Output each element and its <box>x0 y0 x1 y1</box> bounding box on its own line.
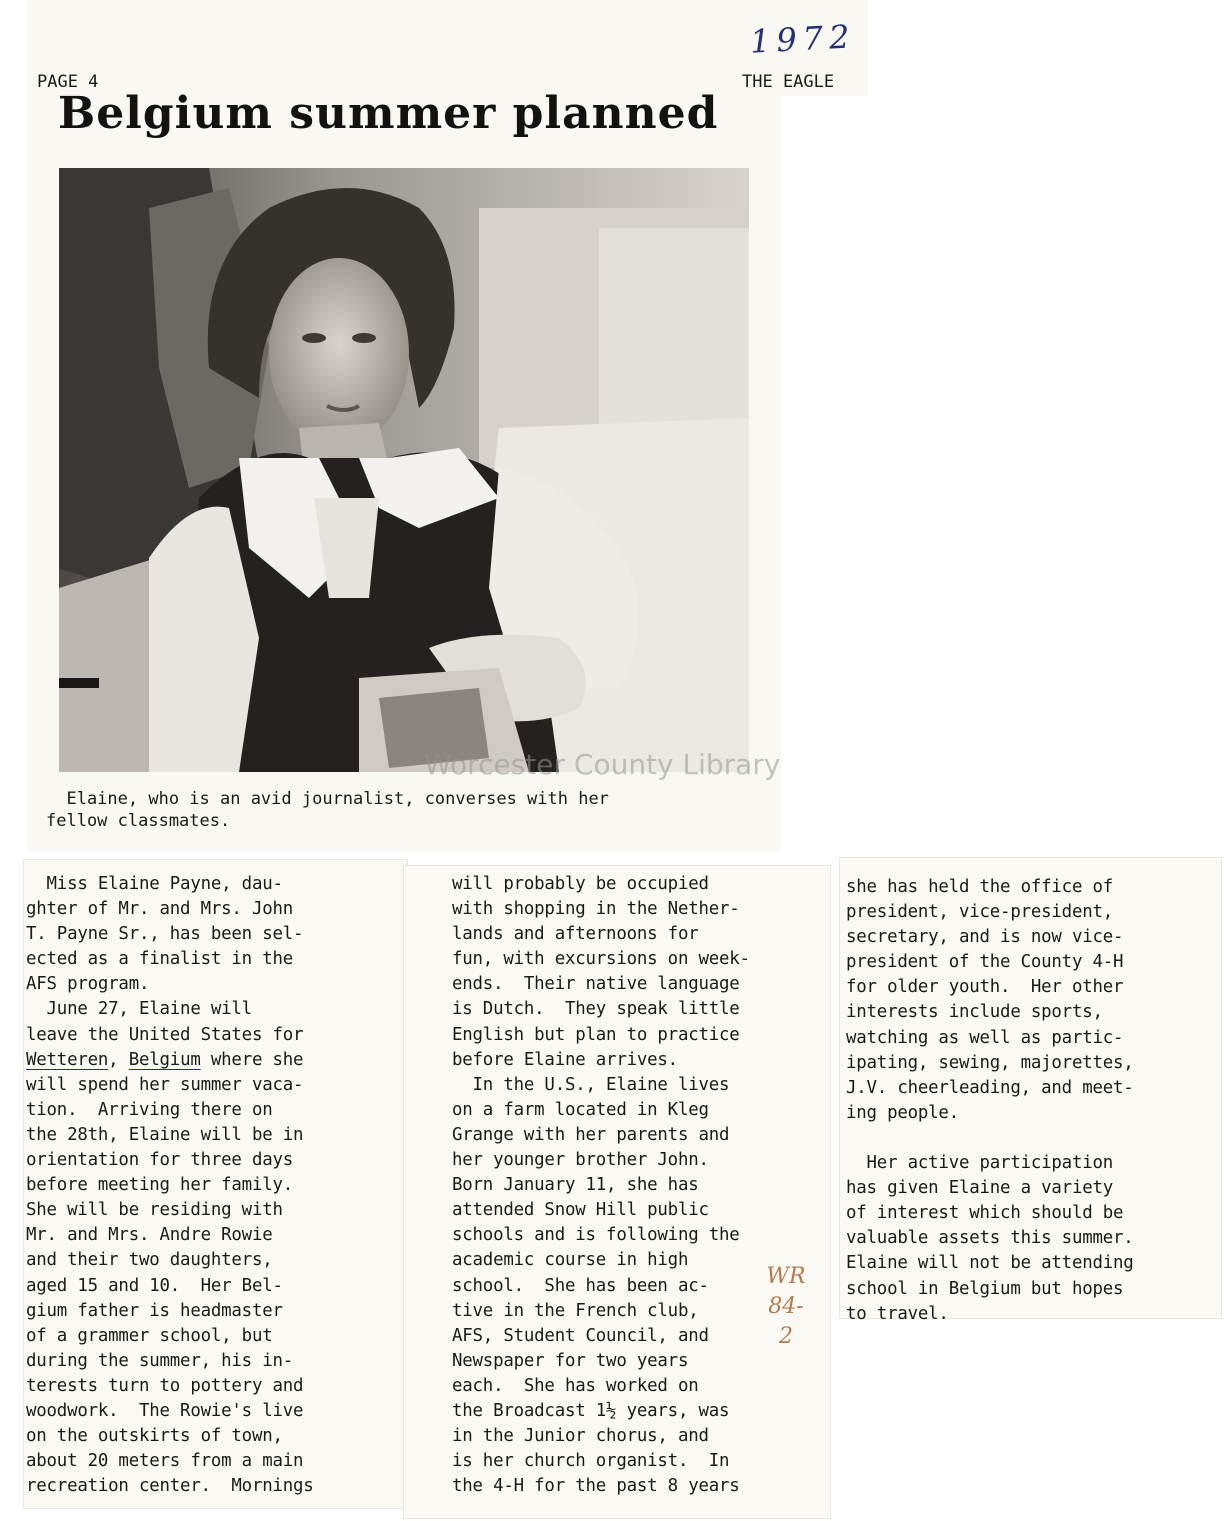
page-number: PAGE 4 <box>37 72 99 92</box>
column-1-text-a: Miss Elaine Payne, dau- ghter of Mr. and Mrs. John T. Payne Sr., has been sel- ected as a finalist in the AFS program. June 27, Elaine will leave the United States for <box>26 874 304 1045</box>
article-photo <box>59 168 749 772</box>
column-1-separator: , <box>108 1049 129 1070</box>
article-column-3: she has held the office of president, vice-president, secretary, and is now vice- president of the County 4-H for older youth. Her other interests include sports, watching as well as partic- ipating, sewing, majorettes, J.V. cheerleading, and meet- ing people. Her active participation has given Elaine a variety of interest which should be valuable assets this summer. Elaine will not be attending school in Belgium but hopes to travel. <box>846 877 1134 1324</box>
catalog-mark-line-2: 84- <box>768 1294 804 1319</box>
handwritten-catalog-mark <box>756 1262 816 1352</box>
handwritten-year: 1972 <box>749 17 857 61</box>
library-watermark: Worcester County Library <box>424 748 781 781</box>
photo-caption: Elaine, who is an avid journalist, converses with her fellow classmates. <box>46 789 609 831</box>
article-column-2: will probably be occupied with shopping in the Nether- lands and afternoons for fun, with excursions on week- ends. Their native language is Dutch. They speak little English but plan to practice before Elaine arrives. In the U.S., Elaine lives on a farm located in Kleg Grange with her parents and her younger brother John. Born January 11, she has attended Snow Hill public schools and is following the academic course in high school. She has been ac- tive in the French club, AFS, Student Council, and Newspaper for two years each. She has worked on the Broadcast 1½ years, was in the Junior chorus, and is her church organist. In the 4-H for the past 8 years <box>452 874 750 1497</box>
column-1-text-b: where she will spend her summer vaca- tion. Arriving there on the 28th, Elaine will be in orientation for three days before meeting her family. She will be residing with Mr. and Mrs. Andre Rowie and their two daughters, aged 15 and 10. Her Bel- gium father is headmaster of a grammer school, but during the summer, his in- terests turn to pottery and woodwork. The Rowie's live on the outskirts of town, about 20 meters from a main recreation center. Mornings <box>26 1049 314 1497</box>
newspaper-name: THE EAGLE <box>742 72 835 92</box>
place-belgium: Belgium <box>128 1049 201 1070</box>
catalog-mark-line-3: 2 <box>779 1324 793 1349</box>
catalog-mark-line-1: WR <box>766 1264 806 1289</box>
article-column-1 <box>26 872 314 1499</box>
place-wetteren: Wetteren <box>26 1049 109 1070</box>
headline: Belgium summer planned <box>58 88 719 139</box>
